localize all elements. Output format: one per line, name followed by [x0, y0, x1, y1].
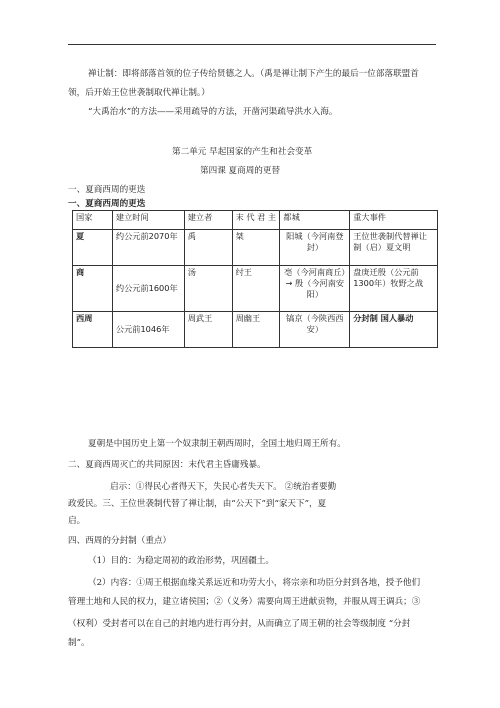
header-event: 重大事件 [350, 211, 438, 230]
paragraph-xia: 夏朝是中国历史上第一个奴隶制王朝西周时，全国土地归周王所有。 [88, 439, 346, 449]
cell-state: 西周 [73, 312, 113, 348]
cell-last-ruler: 周幽王 [232, 312, 280, 348]
unit-title: 第二单元 早起国家的产生和社会变革 [172, 147, 313, 157]
cell-founder: 禹 [184, 230, 232, 266]
paragraph-content-3: （权利）受封者可以在自己的封地内进行再分封，从而确立了周王朝的社会等级制度 “分封 [68, 619, 411, 629]
header-time: 建立时间 [112, 211, 184, 230]
intro-line-3: “大禹治水”的方法——采用疏导的方法，开凿河渠疏导洪水入海。 [88, 107, 338, 117]
section-heading: 一、夏商西周的更迭 [68, 185, 146, 195]
cell-event: 盘庚迁殷（公元前1300年）牧野之战 [350, 266, 438, 312]
paragraph-lesson-1: 启示：①得民心者得天下，失民心者失天下。 ②统治者要勤 [110, 482, 337, 492]
paragraph-content-1: （2）内容：①周王根据血缘关系远近和功劳大小，将宗亲和功臣分封到各地，授予他们 [88, 578, 421, 588]
paragraph-content-4: 制”。 [68, 638, 90, 648]
cell-event: 分封制 国人暴动 [350, 312, 438, 348]
paragraph-purpose: （1）目的：为稳定周初的政治形势，巩固疆土。 [88, 556, 274, 566]
cell-time: 约公元前1600年 [112, 266, 184, 312]
section-fengjian-heading: 四、西周的分封制（重点） [68, 536, 172, 546]
cell-capital: 阳城（今河南登封） [280, 230, 350, 266]
header-last-ruler: 末 代 君 主 [232, 211, 280, 230]
cell-founder: 汤 [184, 266, 232, 312]
header-founder: 建立者 [184, 211, 232, 230]
cell-event: 王位世袭制代替禅让制（启）夏文明 [350, 230, 438, 266]
cell-capital: 亳（今河南商丘）→ 殷（今河南安阳） [280, 266, 350, 312]
table-row [73, 266, 438, 312]
cell-state: 夏 [73, 230, 113, 266]
cell-last-ruler: 纣王 [232, 266, 280, 312]
paragraph-fall-cause: 二、夏商西周灭亡的共同原因：末代君主昏庸残暴。 [68, 460, 266, 470]
table-row [73, 312, 438, 348]
table-row [73, 230, 438, 266]
cell-founder: 周武王 [184, 312, 232, 348]
cell-state: 商 [73, 266, 113, 312]
intro-line-2: 领，后开始王位世袭制取代禅让制。） [68, 88, 210, 98]
paragraph-lesson-3: 启。 [68, 516, 86, 526]
header-capital: 都城 [280, 211, 350, 230]
intro-line-1: 禅让制：即将部落首领的位子传给贤德之人。（禹是禅让制下产生的最后一位部落联盟首 [88, 69, 419, 79]
paragraph-content-2: 管理土地和人民的权力，建立诸侯国；②（义务）需要向周王进献贡物，并服从周王调兵；③ [68, 597, 421, 607]
table-header-row [73, 211, 438, 230]
cell-time: 约公元前2070年 [112, 230, 184, 266]
cell-capital: 镐京（今陕西西安） [280, 312, 350, 348]
header-state: 国家 [73, 211, 113, 230]
cell-time: 公元前1046年 [112, 312, 184, 348]
dynasty-table [72, 210, 438, 348]
top-rule [68, 44, 436, 45]
cell-last-ruler: 桀 [232, 230, 280, 266]
table-caption: 一、夏商西周的更迭 [68, 199, 146, 209]
lesson-title: 第四课 夏商周的更替 [200, 166, 281, 176]
paragraph-lesson-2: 政爱民。三、王位世袭制代替了禅让制，由“公天下”到“家天下”，夏 [68, 499, 327, 509]
